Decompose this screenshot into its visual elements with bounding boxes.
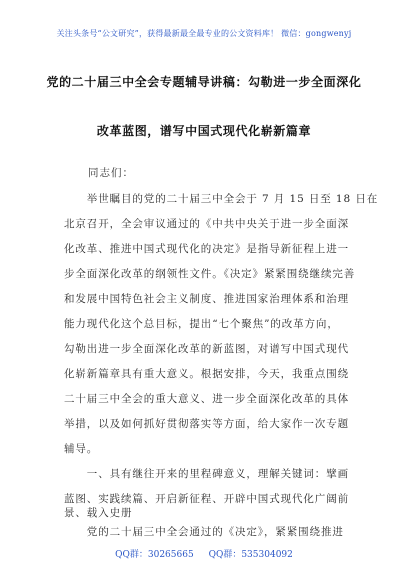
body-line: 勾勒出进一步全面深化改革的新蓝图，对谱写中国式现代 bbox=[64, 343, 349, 355]
body-line: 二十届三中全会的重大意义、进一步全面深化改革的具体 bbox=[64, 393, 349, 405]
header-promo-note: 关注头条号“公文研究”，获得最新最全最专业的公文资料库！ 微信：gongwenyj bbox=[56, 29, 352, 38]
footer-qq-group-1: QQ群：30265665 bbox=[115, 550, 194, 560]
body-line: 辅导。 bbox=[64, 443, 99, 455]
body-line: 步全面深化改革的纲领性文件。《决定》紧紧围绕继续完善 bbox=[64, 268, 356, 280]
body-line: 蓝图、实践续篇、开启新征程、开辟中国式现代化广阔前 bbox=[64, 493, 349, 505]
body-line: 党的二十届三中全会通过的《决定》，紧紧围绕推进 bbox=[64, 526, 344, 538]
body-line: 化改革、推进中国式现代化的决定》是指导新征程上进一 bbox=[64, 243, 349, 255]
body-line: 举措，以及如何抓好贯彻落实等方面，给大家作一次专题 bbox=[64, 418, 349, 430]
document-title-line-2: 改革蓝图，谱写中国式现代化崭新篇章 bbox=[96, 124, 312, 138]
body-line: 景、载入史册 bbox=[64, 507, 133, 519]
body-line: 能力现代化这个总目标，提出“七个聚焦”的改革方向， bbox=[64, 318, 339, 330]
body-line: 举世瞩目的党的二十届三中全会于 7 月 15 日至 18 日在 bbox=[64, 193, 379, 205]
salutation: 同志们： bbox=[88, 167, 134, 179]
body-line: 北京召开，全会审议通过的《中共中央关于进一步全面深 bbox=[64, 218, 349, 230]
footer-qq-group-2: QQ群：535304092 bbox=[208, 550, 293, 560]
footer-contact bbox=[0, 547, 408, 560]
document-title-line-1: 党的二十届三中全会专题辅导讲稿：勾勒进一步全面深化 bbox=[46, 75, 362, 89]
body-line: 和发展中国特色社会主义制度、推进国家治理体系和治理 bbox=[64, 293, 349, 305]
body-line: 化崭新篇章具有重大意义。根据安排，今天，我重点围绕 bbox=[64, 368, 349, 380]
body-line: 一、具有继往开来的里程碑意义，理解关键词：擘画 bbox=[64, 468, 349, 480]
